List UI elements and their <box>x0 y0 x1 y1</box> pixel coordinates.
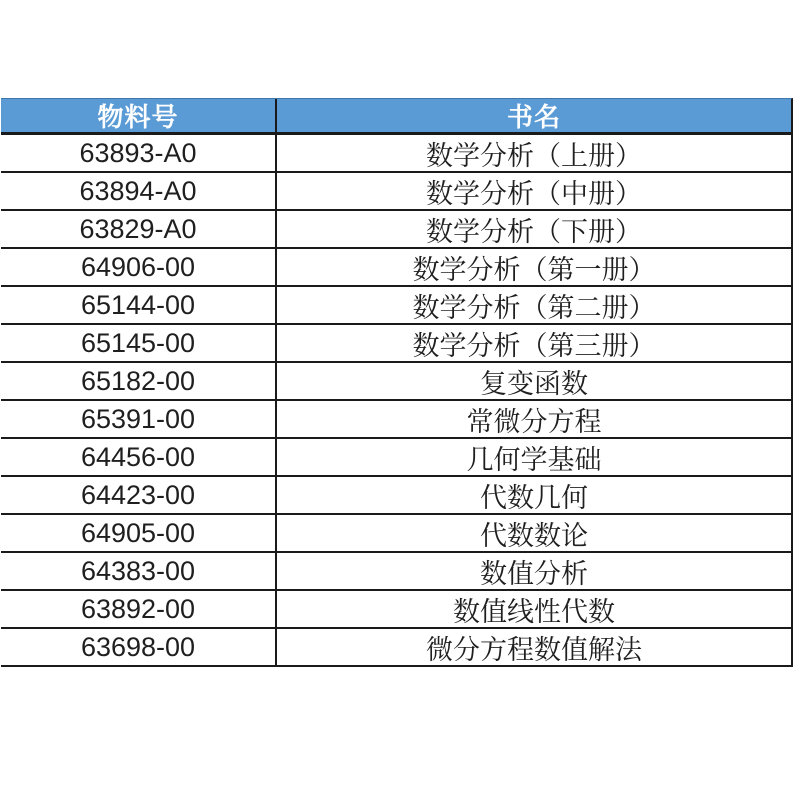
table-body <box>1 135 793 667</box>
table-row <box>1 515 793 553</box>
table-row <box>1 211 793 249</box>
book-title-cell: 代数数论 <box>480 520 588 551</box>
material-number-cell: 64905-00 <box>1 515 277 551</box>
material-number-cell: 65145-00 <box>1 325 277 361</box>
material-number-cell: 63698-00 <box>1 629 277 665</box>
table-row <box>1 249 793 287</box>
table-row <box>1 629 793 667</box>
table-row <box>1 135 793 173</box>
table-row <box>1 173 793 211</box>
table-row <box>1 591 793 629</box>
column-header-material-number: 物料号 <box>1 99 277 132</box>
book-title-cell: 数学分析（中册） <box>426 178 642 209</box>
material-number-cell: 63829-A0 <box>1 211 277 247</box>
material-number-cell: 64456-00 <box>1 439 277 475</box>
book-title-cell: 数值分析 <box>480 558 588 589</box>
material-number-cell: 65391-00 <box>1 401 277 437</box>
table-row <box>1 477 793 515</box>
material-number-cell: 64423-00 <box>1 477 277 513</box>
book-title-cell: 数学分析（第二册） <box>412 292 656 323</box>
book-title-cell: 代数几何 <box>480 482 588 513</box>
column-header-book-title: 书名 <box>506 102 561 132</box>
material-number-cell: 63893-A0 <box>1 135 277 171</box>
book-title-cell: 数学分析（下册） <box>426 216 642 247</box>
material-number-cell: 65144-00 <box>1 287 277 323</box>
table-row <box>1 363 793 401</box>
book-title-cell: 微分方程数值解法 <box>426 634 642 665</box>
book-title-cell: 数值线性代数 <box>453 596 615 627</box>
table-row <box>1 439 793 477</box>
book-title-cell: 几何学基础 <box>466 444 602 475</box>
material-number-cell: 63892-00 <box>1 591 277 627</box>
book-list-table <box>1 98 793 667</box>
table-row <box>1 401 793 439</box>
material-number-cell: 64383-00 <box>1 553 277 589</box>
book-title-cell: 数学分析（第一册） <box>412 254 656 285</box>
book-title-cell: 数学分析（第三册） <box>412 330 656 361</box>
book-title-cell: 复变函数 <box>480 368 588 399</box>
table-row <box>1 287 793 325</box>
material-number-cell: 64906-00 <box>1 249 277 285</box>
table-row <box>1 553 793 591</box>
material-number-cell: 63894-A0 <box>1 173 277 209</box>
book-title-cell: 常微分方程 <box>466 406 602 437</box>
table-row <box>1 325 793 363</box>
book-title-cell: 数学分析（上册） <box>426 140 642 171</box>
material-number-cell: 65182-00 <box>1 363 277 399</box>
table-header-row <box>1 98 793 135</box>
